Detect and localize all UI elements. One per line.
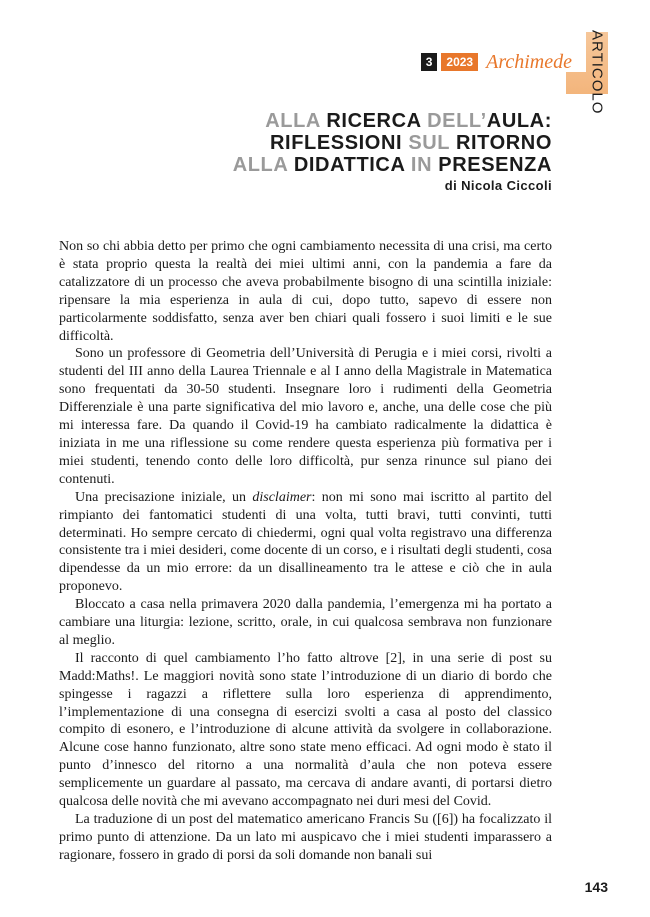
title-line-2 (233, 132, 552, 154)
title-word: RIFLESSIONI (270, 132, 409, 154)
text-span: Una precisazione iniziale, un (75, 489, 253, 505)
title-word: DIDATTICA (293, 154, 411, 176)
section-label (586, 30, 608, 130)
text-span: : non mi sono mai iscritto al partito del rimpianto dei fantomatici studenti di una volta, tutti bravi, tutti convinti, tutti determinati. Ho sempre cercato di chiedermi, ogni qual volta registravo una differenza consistente tra i miei desideri, come docente di un corso, e i risultati degli studenti, cosa dipendesse da un mio errore: da un disallineamento tra le attese e ciò che in aula proponevo. (59, 489, 553, 595)
paragraph: Sono un professore di Geometria dell’Università di Perugia e i miei corsi, rivolti a studenti del III anno della Laurea Triennale e al I anno della Magistrale in Matematica sono frequentati da 30-50 studenti. Insegnare loro i rudimenti della Geometria Differenziale è una parte significativa del mio lavoro e, anche, una delle cose che più mi interessa fare. Da quando il Covid-19 ha cambiato radicalmente la didattica è iniziata in me una riflessione su come rendere questa esperienza più formativa per i miei studenti, tenendo conto delle loro difficoltà, pur senza rinunce sul piano dei contenuti. (59, 346, 552, 487)
article-body (59, 238, 552, 865)
title-word: RITORNO (455, 132, 552, 154)
paragraph: La traduzione di un post del matematico americano Francis Su ([6]) ha focalizzato il primo punto di attenzione. Da un lato mi auspicavo che i miei studenti imparassero a ragionare, fossero in grado di porsi da soli domande non banali sui (59, 812, 552, 863)
journal-header (421, 51, 572, 73)
title-word: PRESENZA (438, 154, 552, 176)
paragraph: Non so chi abbia detto per primo che ogni cambiamento necessita di una crisi, ma certo è stata proprio questa la realtà dei miei ultimi anni, con la pandemia a fare da catalizzatore di un processo che aveva probabilmente bisogno di una scintilla iniziale: ripensare la mia esperienza in aula di cui, dopo tutto, sapevo di essere non particolarmente soddisfatto, senza aver ben chiari quali fossero i suoi limiti e le sue difficoltà. (59, 239, 552, 344)
title-word: ALLA (232, 154, 294, 176)
title-word: DELL’ (427, 110, 487, 132)
disclaimer-term: disclaimer (252, 489, 312, 505)
journal-name: Archimede (486, 50, 572, 73)
title-word: SUL (408, 132, 456, 154)
paragraph: Bloccato a casa nella primavera 2020 dalla pandemia, l’emergenza mi ha portato a cambiare una liturgia: lezione, scritto, orale, in cui qualcosa sembrava non funzionare al meglio. (59, 597, 552, 648)
paragraph: Il racconto di quel cambiamento l’ho fatto altrove [2], in una serie di post su Madd:Maths!. Le maggiori novità sono state l’introduzione di un diario di bordo che spingesse i ragazzi a riflettere sulla loro esperienza di apprendimento, l’implementazione di una consegna di esercizi svolti a casa al posto del classico compito di esonero, e l’introduzione di alcune attività da svolgere in collaborazione. Alcune cose hanno funzionato, altre sono state meno efficaci. Ad ogni modo è stato il punto d’innesco del ritorno a una normalità d’aula che non poteva essere semplicemente un guardare al passato, ma cercava di andare avanti, di portarsi dietro qualcosa delle novità che mi avevano accompagnato nei duri mesi del Covid. (59, 650, 552, 810)
article-title (233, 110, 552, 176)
issue-year: 2023 (441, 53, 478, 71)
section-label-text: ARTICOLO (588, 30, 606, 115)
title-word: AULA: (486, 110, 552, 132)
title-word: IN (410, 154, 439, 176)
author-byline: di Nicola Ciccoli (444, 178, 552, 193)
title-word: RICERCA (326, 110, 428, 132)
page-number: 143 (584, 879, 608, 895)
title-line-3 (233, 154, 552, 176)
paragraph (59, 489, 552, 596)
title-line-1 (233, 110, 552, 132)
issue-number: 3 (421, 53, 438, 71)
title-word: ALLA (265, 110, 327, 132)
